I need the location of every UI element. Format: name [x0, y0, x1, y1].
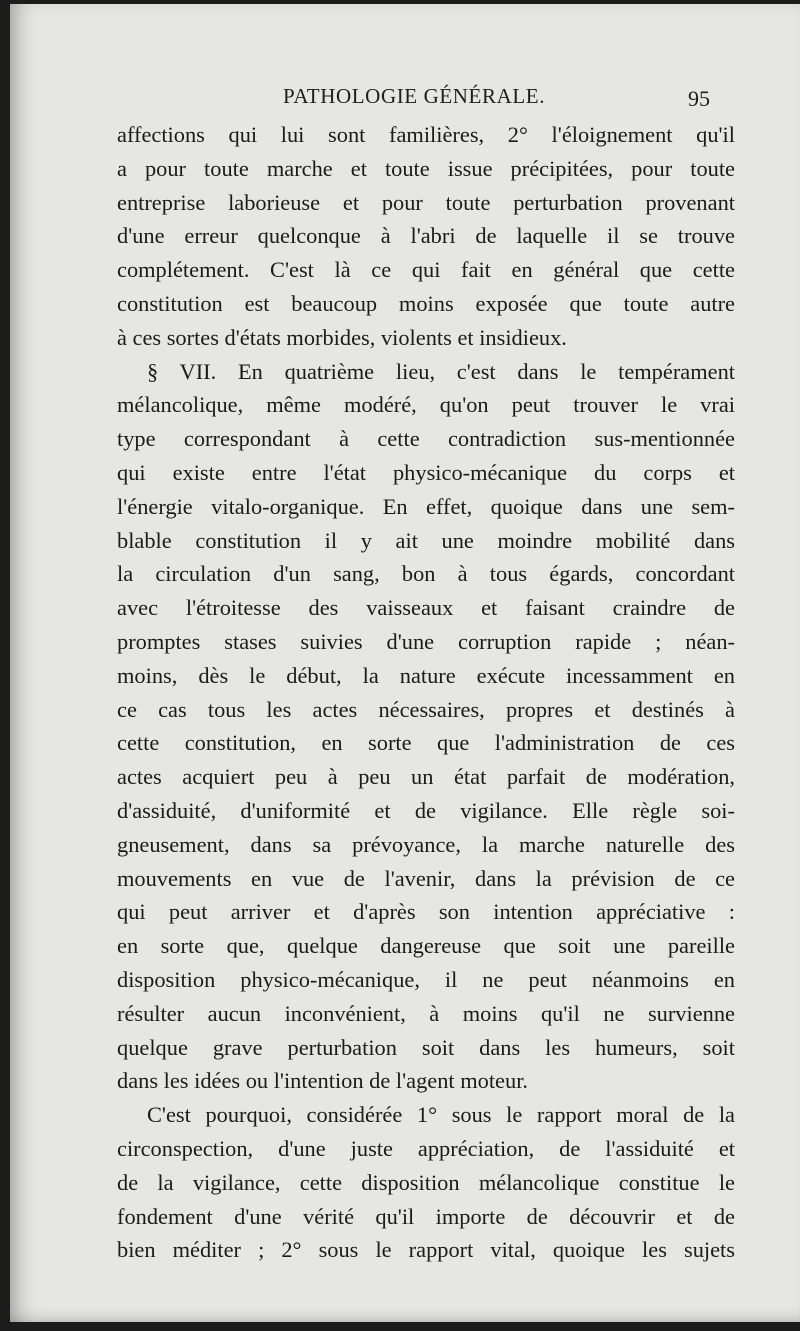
text-line: circonspection, d'une juste appréciation, de l'assiduité et: [117, 1135, 735, 1161]
text-line: § VII. En quatrième lieu, c'est dans le tempérament: [147, 358, 735, 384]
text-line: gneusement, dans sa prévoyance, la marche naturelle des: [117, 831, 735, 857]
text-line: disposition physico-mécanique, il ne peut néanmoins en: [117, 966, 735, 992]
page-number: 95: [688, 86, 710, 111]
text-line: moins, dès le début, la nature exécute incessamment en: [117, 662, 735, 688]
text-line: complétement. C'est là ce qui fait en général que cette: [117, 257, 735, 283]
text-line: bien méditer ; 2° sous le rapport vital, quoique les sujets: [117, 1237, 735, 1263]
text-line: dans les idées ou l'intention de l'agent moteur.: [117, 1068, 529, 1094]
text-line: mouvements en vue de l'avenir, dans la prévision de ce: [117, 865, 735, 891]
text-line: qui peut arriver et d'après son intention appréciative :: [117, 899, 735, 925]
text-line: ce cas tous les actes nécessaires, propres et destinés à: [117, 696, 735, 722]
text-line: à ces sortes d'états morbides, violents et insidieux.: [117, 324, 567, 350]
text-line: l'énergie vitalo-organique. En effet, quoique dans une sem-: [117, 493, 735, 519]
text-line: d'assiduité, d'uniformité et de vigilance. Elle règle soi-: [117, 797, 735, 823]
text-line: fondement d'une vérité qu'il importe de découvrir et de: [117, 1203, 735, 1229]
text-line: entreprise laborieuse et pour toute perturbation provenant: [117, 189, 735, 215]
running-title: PATHOLOGIE GÉNÉRALE.: [283, 84, 546, 108]
text-line: quelque grave perturbation soit dans les humeurs, soit: [117, 1034, 735, 1060]
text-line: avec l'étroitesse des vaisseaux et faisant craindre de: [117, 595, 735, 621]
text-line: blable constitution il y ait une moindre mobilité dans: [117, 527, 735, 553]
text-line: actes acquiert peu à peu un état parfait de modération,: [117, 764, 735, 790]
text-line: mélancolique, même modéré, qu'on peut trouver le vrai: [117, 392, 735, 418]
text-line: promptes stases suivies d'une corruption rapide ; néan-: [117, 628, 735, 654]
text-line: constitution est beaucoup moins exposée que toute autre: [117, 290, 735, 316]
text-line: la circulation d'un sang, bon à tous égards, concordant: [117, 561, 735, 587]
book-page: [10, 4, 800, 1322]
page-header: [10, 84, 800, 120]
text-line: résulter aucun inconvénient, à moins qu'il ne survienne: [117, 1000, 735, 1026]
text-line: C'est pourquoi, considérée 1° sous le rapport moral de la: [147, 1102, 735, 1128]
text-line: cette constitution, en sorte que l'administration de ces: [117, 730, 735, 756]
text-line: d'une erreur quelconque à l'abri de laquelle il se trouve: [117, 223, 735, 249]
text-line: affections qui lui sont familières, 2° l'éloignement qu'il: [117, 122, 735, 147]
body-text: [117, 118, 735, 1267]
text-line: type correspondant à cette contradiction sus-mentionnée: [117, 426, 735, 452]
text-line: de la vigilance, cette disposition mélancolique constitue le: [117, 1169, 735, 1195]
text-line: en sorte que, quelque dangereuse que soit une pareille: [117, 933, 735, 959]
text-line: a pour toute marche et toute issue précipitées, pour toute: [117, 155, 735, 181]
text-line: qui existe entre l'état physico-mécanique du corps et: [117, 459, 735, 485]
